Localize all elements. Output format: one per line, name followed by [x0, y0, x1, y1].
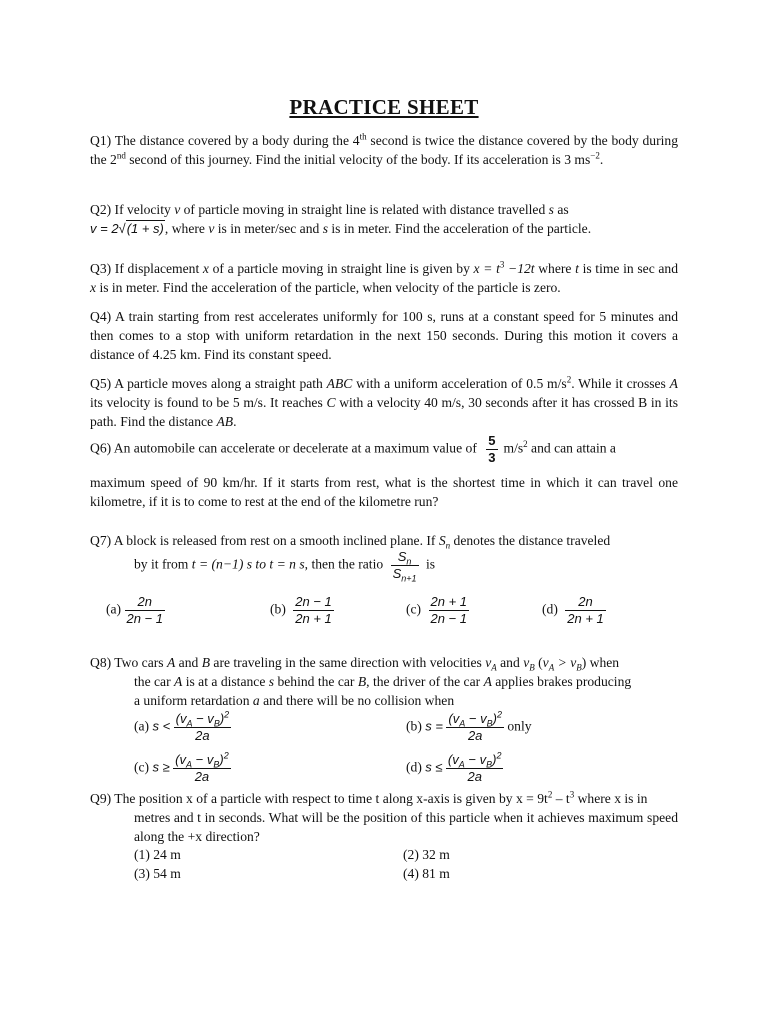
- question-9: Q9) The position x of a particle with respect to time t along x-axis is given by $x = 9t^2 - t^3$ where x is in: [90, 789, 648, 806]
- q8-option-c[interactable]: (c) s ≥ $\frac{(v_A - v_B)^2}{2a}$: [134, 750, 229, 784]
- question-2: Q2) If velocity v of particle moving in straight line is related with distance travelled s as v = 2√(1 + s), where v is in meter/sec and s is in meter. Find the acceleration of the particle.: [90, 202, 592, 236]
- question-3: Q3) If displacement x of a particle moving in straight line is given by $x = t^3 -12t$ where t is time in sec and x is in meter. Find the acceleration of the particle, when velocity of the particle is zero.: [90, 259, 679, 295]
- question-8: Q8) Two cars A and B are traveling in the same direction with velocities $v_A$ and $v_B$ $(v_A > v_B)$ when: [90, 655, 620, 673]
- ratio-fraction: $\frac{S_n}{S_{n+1}}$: [392, 549, 417, 584]
- q8-option-b[interactable]: (b) s = $\frac{(v_A - v_B)^2}{2a}$ only: [406, 709, 532, 743]
- velocity-formula: v = 2√(1 + s): [90, 221, 164, 236]
- q7-option-d[interactable]: (d) $\frac{2n}{2n + 1}$: [542, 594, 604, 626]
- q9-option-4[interactable]: (4) 81 m: [403, 866, 450, 881]
- page-title: PRACTICE SHEET: [289, 95, 479, 119]
- question-8-cont: the car A is at a distance s behind the car B, the driver of the car A applies brakes producing a uniform retardation a and there will be no collision when: [134, 674, 632, 708]
- question-6: Q6) An automobile can accelerate or decelerate at a maximum value of $\frac{5}{3}$ $m/s^2$ and can attain a: [90, 433, 616, 465]
- q9-option-1[interactable]: (1) 24 m: [134, 847, 181, 862]
- question-7-cont: by it from t = (n−1) s to t = n s, then the ratio $\frac{S_n}{S_{n+1}}$ is: [134, 549, 436, 584]
- question-4: Q4) A train starting from rest accelerates uniformly for 100 s, runs at a constant speed for 5 minutes and then comes to a stop with uniform retardation in the next 150 seconds. During this motion it covers a distance of 4.25 km. Find its constant speed.: [90, 309, 678, 362]
- question-1: Q1) The distance covered by a body during the 4th second is twice the distance covered by the body during the 2nd second of this journey. Find the initial velocity of the body. If its acceleration is 3 $ms^{-2}$.: [90, 131, 679, 167]
- question-5: Q5) A particle moves along a straight path ABC with a uniform acceleration of 0.5 $m/s^2$. While it crosses A its velocity is found to be 5 m/s. It reaches C with a velocity 40 m/s, 30 seconds after it has crossed B in its path. Find the distance AB.: [90, 374, 678, 429]
- q7-option-c[interactable]: (c) $\frac{2n + 1}{2n - 1}$: [406, 594, 468, 626]
- q8-option-d[interactable]: (d) s ≤ $\frac{(v_A - v_B)^2}{2a}$: [406, 750, 502, 784]
- acceleration-fraction: $\frac{5}{3}$: [488, 433, 496, 465]
- q9-option-2[interactable]: (2) 32 m: [403, 847, 450, 862]
- q7-option-a[interactable]: (a) $\frac{2n}{2n - 1}$: [106, 594, 164, 626]
- q7-option-b[interactable]: (b) $\frac{2n - 1}{2n + 1}$: [270, 594, 332, 626]
- q8-option-a[interactable]: (a) s < $\frac{(v_A - v_B)^2}{2a}$: [134, 709, 230, 743]
- question-7: Q7) A block is released from rest on a smooth inclined plane. If $S_n$ denotes the distance traveled: [90, 533, 611, 551]
- q9-option-3[interactable]: (3) 54 m: [134, 866, 181, 881]
- question-9-cont: metres and t in seconds. What will be the position of this particle when it achieves maximum speed along the +x direction?: [134, 810, 678, 844]
- question-6-cont: maximum speed of 90 km/hr. If it starts from rest, what is the shortest time in which it can travel one kilometre, if it is to come to rest at the end of the kilometre run?: [90, 475, 678, 509]
